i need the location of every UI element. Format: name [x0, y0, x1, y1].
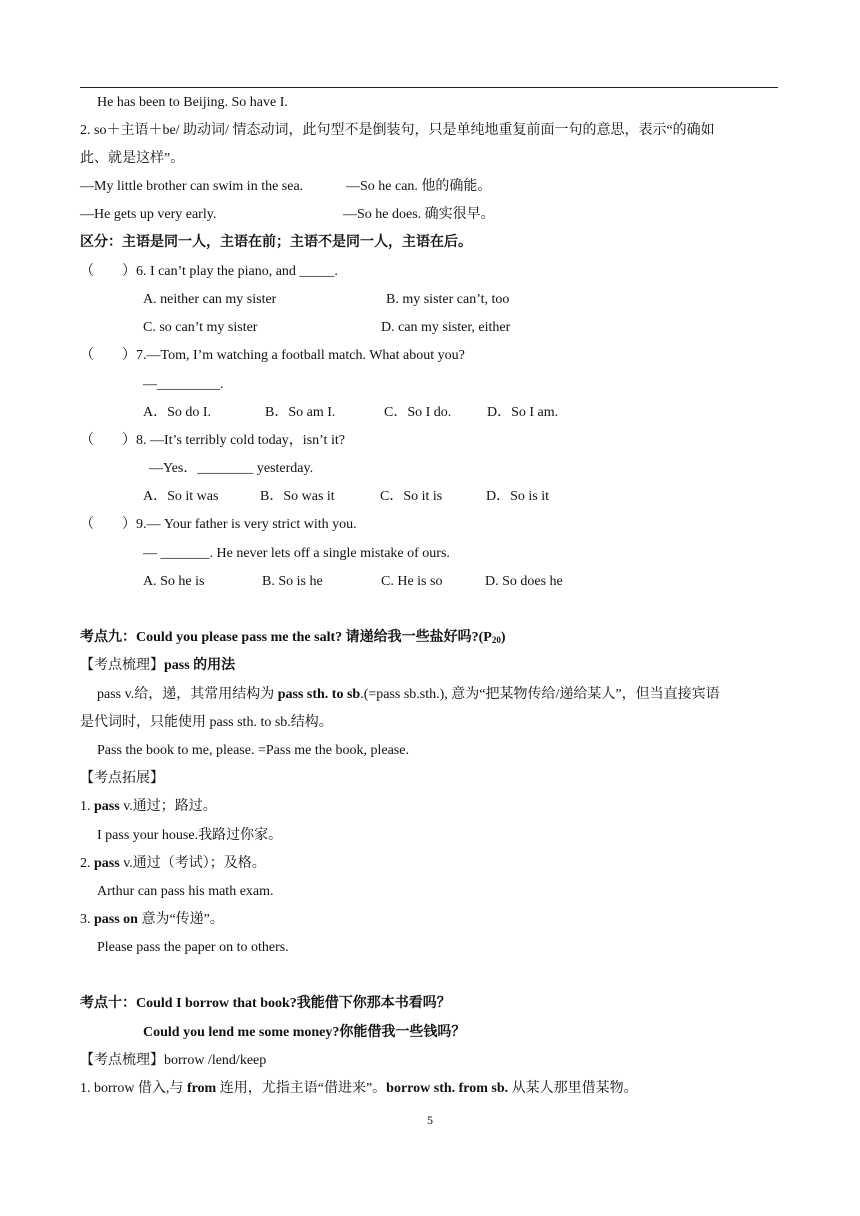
- keyword: pass on: [94, 912, 138, 927]
- meaning: v.通过（考试）；及格。: [119, 856, 266, 871]
- option-d: D. can my sister, either: [381, 320, 511, 335]
- option-a: A. neither can my sister: [143, 292, 277, 307]
- question-7: （ ）7.—Tom, I’m watching a football match. What about you?: [80, 348, 465, 363]
- option-c: C．So I do.: [384, 405, 452, 420]
- option-c: C．So it is: [380, 489, 443, 504]
- usage-item-1: [80, 1080, 638, 1098]
- example-line: Please pass the paper on to others.: [97, 940, 289, 955]
- option-c: C. so can’t my sister: [143, 320, 258, 335]
- dialog-line: —He gets up very early.: [80, 207, 217, 222]
- subsection-heading: [80, 657, 235, 675]
- meaning: v.通过；路过。: [119, 799, 217, 814]
- bold-structure: borrow sth. from sb.: [386, 1081, 509, 1096]
- page-number: 5: [427, 1113, 433, 1127]
- explanation-line: 是代词时，只能使用 pass sth. to sb.结构。: [80, 715, 333, 730]
- subsection-title: pass 的用法: [164, 658, 236, 673]
- subsection-heading: 【考点拓展】: [80, 771, 164, 786]
- example-line: Pass the book to me, please. =Pass me the book, please.: [97, 743, 409, 758]
- keyword: from: [186, 1081, 217, 1096]
- section-10-heading: 考点十：Could I borrow that book?我能借下你那本书看吗？: [80, 996, 451, 1011]
- answer-blank: —Yes．________ yesterday.: [149, 461, 314, 476]
- answer-blank: — _______. He never lets off a single mistake of ours.: [143, 546, 450, 561]
- item-number: 1.: [80, 799, 94, 814]
- question-8: （ ）8. —It’s terribly cold today，isn’t it?: [80, 433, 345, 448]
- option-b: B. my sister can’t, too: [386, 292, 510, 307]
- option-c: C. He is so: [381, 574, 443, 589]
- dialog-reply: —So he does. 确实很早。: [343, 207, 495, 222]
- heading-text: 考点九：Could you please pass me the salt? 请递给我一些盐好吗?(P: [80, 630, 492, 645]
- example-line: Arthur can pass his math exam.: [97, 884, 274, 899]
- example-line: He has been to Beijing. So have I.: [97, 95, 288, 110]
- keyword: pass: [94, 856, 120, 871]
- bracket-label: 【考点梳理】: [80, 658, 164, 673]
- heading-close: ): [500, 630, 506, 645]
- keyword: pass: [94, 799, 120, 814]
- meaning: 意为“传递”。: [137, 912, 224, 927]
- option-a: A．So it was: [143, 489, 219, 504]
- rule-2-text: 2. so＋主语＋be/ 助动词/ 情态动词，此句型不是倒装句，只是单纯地重复前面一句的意思，表示“的确如: [80, 123, 715, 138]
- item-number: 2.: [80, 856, 94, 871]
- question-6: （ ）6. I can’t play the piano, and _____.: [80, 264, 338, 279]
- item-number: 3.: [80, 912, 94, 927]
- text: .(=pass sb.sth.), 意为“把某物传给/递给某人”，但当直接宾语: [360, 687, 720, 702]
- option-a: A．So do I.: [143, 405, 212, 420]
- option-b: B．So am I.: [265, 405, 336, 420]
- bold-structure: pass sth. to sb: [277, 687, 361, 702]
- option-a: A. So he is: [143, 574, 205, 589]
- example-line: I pass your house.我路过你家。: [97, 828, 283, 843]
- text: 连用，尤指主语“借进来”。: [216, 1081, 387, 1096]
- section-10-heading-cont: Could you lend me some money?你能借我一些钱吗？: [143, 1025, 466, 1040]
- dialog-reply: —So he can. 他的确能。: [346, 179, 492, 194]
- section-9-heading: [80, 629, 506, 649]
- text: pass v.给，递，其常用结构为: [97, 687, 278, 702]
- usage-item-1: [80, 798, 217, 816]
- question-9: （ ）9.— Your father is very strict with you.: [80, 517, 357, 532]
- dialog-line: —My little brother can swim in the sea.: [80, 179, 304, 194]
- usage-item-3: [80, 911, 224, 929]
- option-b: B. So is he: [262, 574, 323, 589]
- explanation-line: [97, 686, 720, 704]
- option-d: D. So does he: [485, 574, 563, 589]
- header-rule: [80, 87, 778, 88]
- subsection-heading: 【考点梳理】borrow /lend/keep: [80, 1053, 267, 1068]
- rule-2-text-cont: 此、就是这样”。: [80, 151, 185, 166]
- text: 1. borrow 借入,与: [80, 1081, 187, 1096]
- distinction-note: 区分：主语是同一人，主语在前；主语不是同一人，主语在后。: [80, 235, 472, 250]
- option-d: D．So is it: [486, 489, 550, 504]
- option-b: B．So was it: [260, 489, 335, 504]
- usage-item-2: [80, 855, 266, 873]
- text: 从某人那里借某物。: [508, 1081, 638, 1096]
- option-d: D．So I am.: [487, 405, 559, 420]
- page-ref-subscript: 20: [491, 635, 501, 645]
- answer-blank: —_________.: [143, 377, 224, 392]
